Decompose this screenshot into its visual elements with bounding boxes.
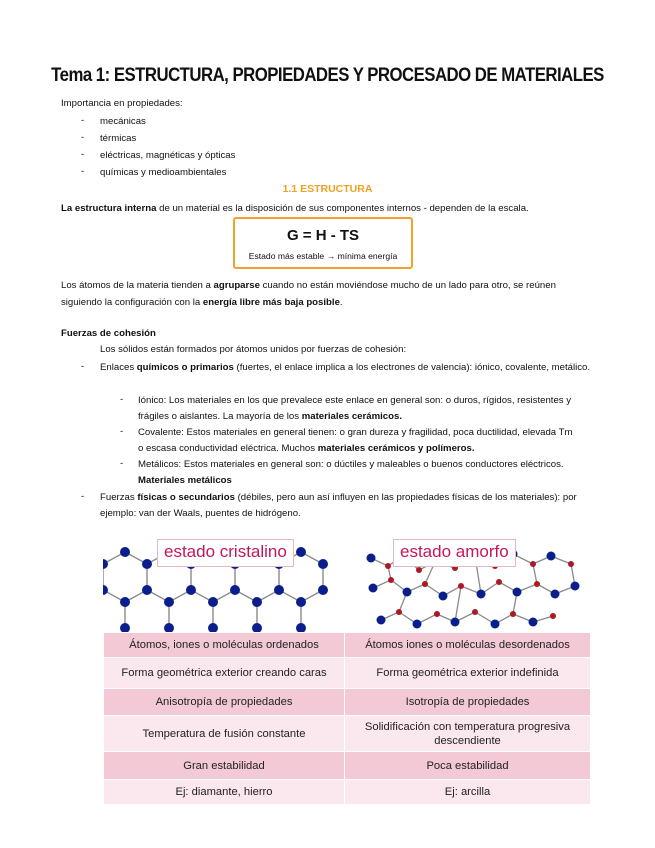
table-cell: Átomos iones o moléculas desordenados xyxy=(345,633,591,658)
covalent-bond: Covalente: Estos materiales en general tienen: o gran dureza y fragilidad, poca ductilidad, elevada Tm o escasa conductividad eléctrica. Muchos materiales cerámicos y polímeros. xyxy=(138,427,573,454)
section-title: 1.1 ESTRUCTURA xyxy=(282,183,373,195)
table-cell: Gran estabilidad xyxy=(104,752,345,780)
importance-heading: Importancia en propiedades: xyxy=(61,98,183,109)
table-cell: Forma geométrica exterior indefinida xyxy=(345,658,591,689)
structure-definition: La estructura interna de un material es la disposición de sus componentes internos - dependen de la escala. xyxy=(61,203,529,214)
table-row xyxy=(104,752,591,780)
table-cell: Ej: diamante, hierro xyxy=(104,780,345,805)
table-row xyxy=(104,716,591,752)
list-bullet: - xyxy=(120,426,124,437)
table-row xyxy=(104,633,591,658)
table-cell: Solidificación con temperatura progresiva descendiente xyxy=(345,716,591,752)
table-cell: Poca estabilidad xyxy=(345,752,591,780)
list-bullet: - xyxy=(120,458,124,469)
page-title: Tema 1: ESTRUCTURA, PROPIEDADES Y PROCESADO DE MATERIALES xyxy=(51,64,604,86)
formula-caption: Estado más estable → mínima energía xyxy=(248,251,398,261)
amorphous-label: estado amorfo xyxy=(393,539,516,567)
comparison-table xyxy=(103,632,591,805)
secondary-forces: Fuerzas físicas o secundarios (débiles, pero aun así influyen en las propiedades físicas de los materiales): por ejemplo: van der Waals, puentes de hidrógeno. xyxy=(100,492,577,519)
crystal-label: estado cristalino xyxy=(157,539,294,567)
formula-box xyxy=(233,217,413,269)
table-cell: Temperatura de fusión constante xyxy=(104,716,345,752)
primary-bonds: Enlaces químicos o primarios (fuertes, el enlace implica a los electrones de valencia): iónico, covalente, metálico. xyxy=(100,362,591,373)
list-bullet: - xyxy=(81,166,85,177)
table-row xyxy=(104,689,591,716)
list-item: térmicas xyxy=(100,133,137,144)
ionic-bond: Iónico: Los materiales en los que prevalece este enlace en general son: o duros, rígidos, resistentes y frágiles o aislantes. La mayoría de los materiales cerámicos. xyxy=(138,395,572,422)
list-bullet: - xyxy=(81,361,85,372)
atoms-paragraph: Los átomos de la materia tienden a agruparse cuando no están moviéndose mucho de un lado para otro, se reúnen siguiendo la configuración con la energía libre más baja posible. xyxy=(61,280,556,308)
table-cell: Forma geométrica exterior creando caras xyxy=(104,658,345,689)
table-cell: Ej: arcilla xyxy=(345,780,591,805)
list-bullet: - xyxy=(81,115,85,126)
list-item: eléctricas, magnéticas y ópticas xyxy=(100,150,236,161)
list-item: químicas y medioambientales xyxy=(100,167,227,178)
table-row xyxy=(104,780,591,805)
metallic-bond: Metálicos: Estos materiales en general son: o dúctiles y maleables o buenos conductores eléctricos. Materiales metálicos xyxy=(138,459,564,486)
list-item: mecánicas xyxy=(100,116,146,127)
list-bullet: - xyxy=(81,132,85,143)
table-cell: Átomos, iones o moléculas ordenados xyxy=(104,633,345,658)
gibbs-formula: G = H - TS xyxy=(286,227,360,244)
table-cell: Anisotropía de propiedades xyxy=(104,689,345,716)
list-bullet: - xyxy=(81,491,85,502)
list-bullet: - xyxy=(81,149,85,160)
cohesion-intro: Los sólidos están formados por átomos unidos por fuerzas de cohesión: xyxy=(100,344,407,355)
table-cell: Isotropía de propiedades xyxy=(345,689,591,716)
table-row xyxy=(104,658,591,689)
cohesion-heading: Fuerzas de cohesión xyxy=(61,328,156,339)
list-bullet: - xyxy=(120,394,124,405)
